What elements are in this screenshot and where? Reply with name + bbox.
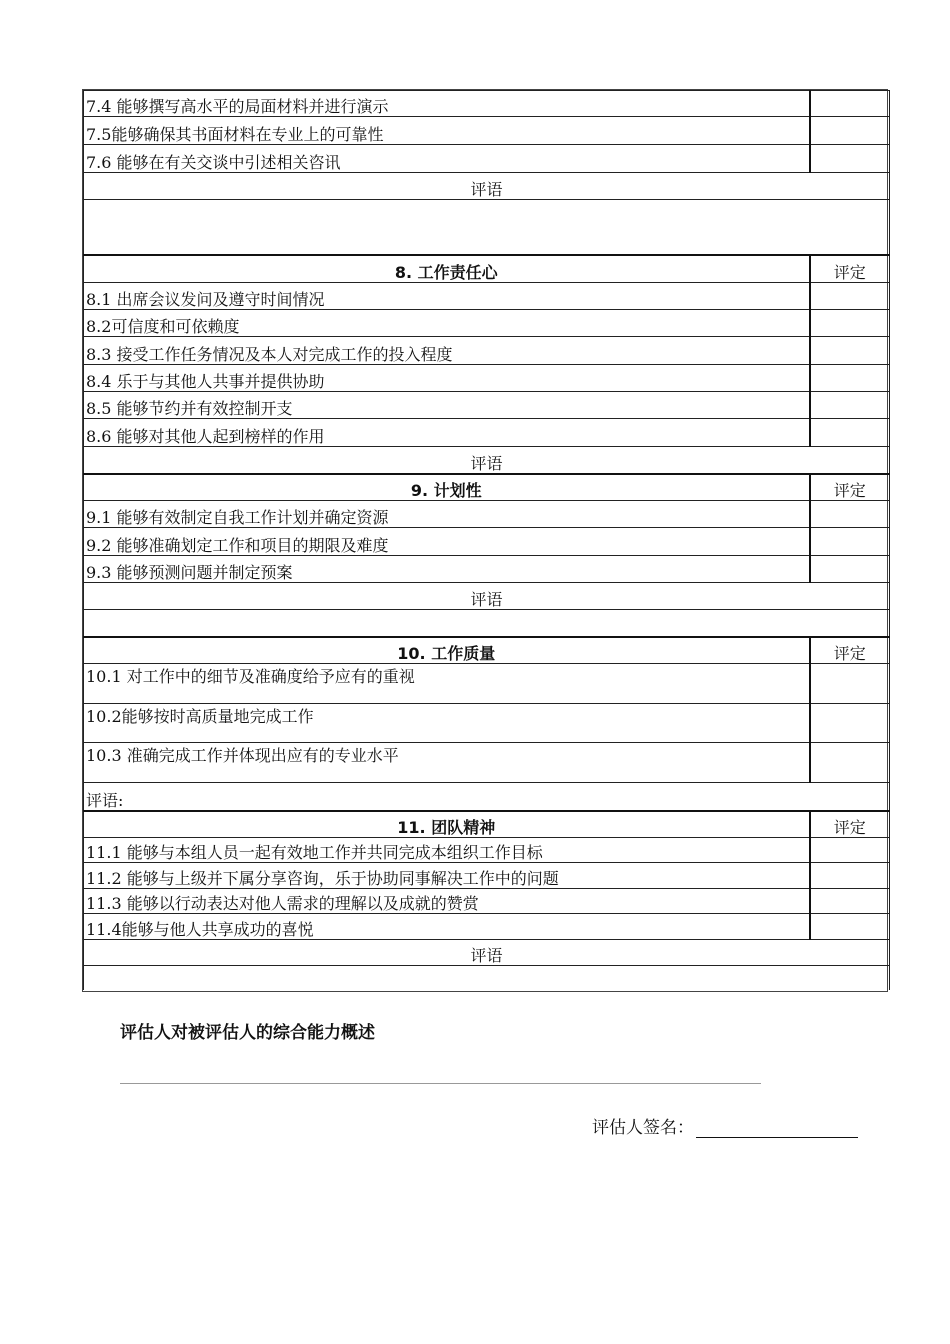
rating-cell[interactable] xyxy=(810,889,890,914)
table-row xyxy=(84,528,890,556)
criterion-9-3: 9.3 能够预测问题并制定预案 xyxy=(84,556,810,583)
table-row xyxy=(84,392,890,419)
rating-cell[interactable] xyxy=(810,419,890,447)
section8-rate-label: 评定 xyxy=(810,255,890,283)
summary-title: 评估人对被评估人的综合能力概述 xyxy=(120,1023,375,1043)
table-row xyxy=(84,704,890,743)
criterion-7-6: 7.6 能够在有关交谈中引述相关咨讯 xyxy=(84,145,810,173)
rating-cell[interactable] xyxy=(810,91,890,117)
rating-cell[interactable] xyxy=(810,117,890,145)
table-row xyxy=(84,811,890,838)
signature-field[interactable] xyxy=(696,1119,858,1138)
criterion-10-3: 10.3 准确完成工作并体现出应有的专业水平 xyxy=(84,743,810,783)
table-row xyxy=(84,145,890,173)
criterion-8-2: 8.2可信度和可依赖度 xyxy=(84,310,810,337)
rating-cell[interactable] xyxy=(810,914,890,940)
rating-cell[interactable] xyxy=(810,310,890,337)
rating-cell[interactable] xyxy=(810,743,890,783)
table-row xyxy=(84,838,890,863)
section9-title: 9. 计划性 xyxy=(84,474,810,501)
section7-comment-area[interactable] xyxy=(84,200,890,255)
rating-cell[interactable] xyxy=(810,528,890,556)
section8-title: 8. 工作责任心 xyxy=(84,255,810,283)
criterion-10-2: 10.2能够按时高质量地完成工作 xyxy=(84,704,810,743)
summary-line[interactable] xyxy=(120,1083,761,1084)
table-row xyxy=(84,783,890,811)
section11-comment-area[interactable] xyxy=(84,966,890,990)
section11-rate-label: 评定 xyxy=(810,811,890,838)
rating-cell[interactable] xyxy=(810,556,890,583)
table-row xyxy=(84,117,890,145)
table-row xyxy=(84,743,890,783)
rating-cell[interactable] xyxy=(810,283,890,310)
rating-cell[interactable] xyxy=(810,704,890,743)
table-row xyxy=(84,200,890,255)
table-row xyxy=(84,637,890,664)
criterion-8-4: 8.4 乐于与其他人共事并提供协助 xyxy=(84,365,810,392)
criterion-11-3: 11.3 能够以行动表达对他人需求的理解以及成就的赞赏 xyxy=(84,889,810,914)
criterion-9-2: 9.2 能够准确划定工作和项目的期限及难度 xyxy=(84,528,810,556)
section10-comment-label: 评语: xyxy=(84,783,890,811)
criterion-8-5: 8.5 能够节约并有效控制开支 xyxy=(84,392,810,419)
rating-cell[interactable] xyxy=(810,863,890,889)
section10-title: 10. 工作质量 xyxy=(84,637,810,664)
section8-comment-label: 评语 xyxy=(84,447,890,474)
section9-comment-label: 评语 xyxy=(84,583,890,610)
table-row xyxy=(84,337,890,365)
criterion-10-1: 10.1 对工作中的细节及准确度给予应有的重视 xyxy=(84,664,810,704)
criterion-8-6: 8.6 能够对其他人起到榜样的作用 xyxy=(84,419,810,447)
rating-cell[interactable] xyxy=(810,145,890,173)
signature-label: 评估人签名： xyxy=(592,1118,694,1138)
table-row xyxy=(84,283,890,310)
rating-cell[interactable] xyxy=(810,365,890,392)
table-row xyxy=(84,419,890,447)
table-row xyxy=(84,365,890,392)
criterion-8-3: 8.3 接受工作任务情况及本人对完成工作的投入程度 xyxy=(84,337,810,365)
table-row xyxy=(84,91,890,117)
table-row xyxy=(84,940,890,966)
evaluation-form xyxy=(82,89,888,992)
section11-title: 11. 团队精神 xyxy=(84,811,810,838)
table-row xyxy=(84,610,890,637)
table-row xyxy=(84,173,890,200)
criterion-8-1: 8.1 出席会议发问及遵守时间情况 xyxy=(84,283,810,310)
table-row xyxy=(84,474,890,501)
table-row xyxy=(84,556,890,583)
table-row xyxy=(84,501,890,528)
section11-comment-label: 评语 xyxy=(84,940,890,966)
rating-cell[interactable] xyxy=(810,392,890,419)
signature-block xyxy=(592,1113,858,1138)
criterion-11-2: 11.2 能够与上级并下属分享咨询，乐于协助同事解决工作中的问题 xyxy=(84,863,810,889)
section7-comment-label: 评语 xyxy=(84,173,890,200)
section9-rate-label: 评定 xyxy=(810,474,890,501)
criterion-7-4: 7.4 能够撰写高水平的局面材料并进行演示 xyxy=(84,91,810,117)
table-row xyxy=(84,863,890,889)
criterion-11-1: 11.1 能够与本组人员一起有效地工作并共同完成本组织工作目标 xyxy=(84,838,810,863)
table-row xyxy=(84,447,890,474)
table-row xyxy=(84,583,890,610)
table-row xyxy=(84,966,890,990)
rating-cell[interactable] xyxy=(810,337,890,365)
rating-cell[interactable] xyxy=(810,501,890,528)
section10-rate-label: 评定 xyxy=(810,637,890,664)
table-row xyxy=(84,664,890,704)
criterion-11-4: 11.4能够与他人共享成功的喜悦 xyxy=(84,914,810,940)
table-row xyxy=(84,914,890,940)
rating-cell[interactable] xyxy=(810,838,890,863)
evaluation-table xyxy=(83,90,890,990)
table-row xyxy=(84,255,890,283)
table-row xyxy=(84,310,890,337)
table-row xyxy=(84,889,890,914)
rating-cell[interactable] xyxy=(810,664,890,704)
criterion-9-1: 9.1 能够有效制定自我工作计划并确定资源 xyxy=(84,501,810,528)
section9-comment-area[interactable] xyxy=(84,610,890,637)
criterion-7-5: 7.5能够确保其书面材料在专业上的可靠性 xyxy=(84,117,810,145)
